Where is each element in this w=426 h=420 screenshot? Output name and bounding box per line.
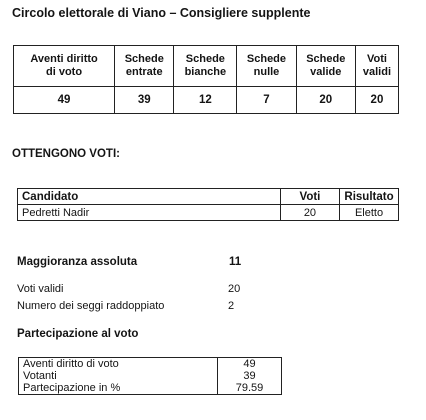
column-header-risultato: Risultato (340, 189, 399, 205)
summary-values-row (14, 87, 399, 114)
column-header-voti: Voti (280, 189, 339, 205)
maggioranza-label: Maggioranza assoluta (17, 256, 138, 268)
table-row (19, 382, 282, 395)
ottengono-voti-heading: OTTENGONO VOTI: (12, 148, 120, 160)
table-row (19, 358, 282, 371)
candidates-header-row (18, 189, 399, 205)
summary-header-label: Aventi diritto di voto (30, 53, 98, 78)
maggioranza-value: 11 (229, 256, 242, 268)
candidates-table (17, 188, 399, 221)
summary-header-cell (14, 46, 115, 87)
summary-value-cell: 20 (296, 87, 355, 114)
participation-label: Aventi diritto di voto (19, 358, 218, 371)
summary-value-cell: 7 (237, 87, 296, 114)
candidate-name: Pedretti Nadir (18, 205, 281, 221)
summary-header-cell (174, 46, 237, 87)
summary-header-label: Schede nulle (246, 53, 287, 78)
summary-value-cell: 20 (355, 87, 398, 114)
summary-header-cell (355, 46, 398, 87)
voti-validi-label: Voti validi (17, 283, 64, 295)
summary-header-label: Schede bianche (184, 53, 227, 78)
summary-header-cell (237, 46, 296, 87)
voti-validi-value: 20 (228, 283, 241, 295)
column-header-candidato: Candidato (18, 189, 281, 205)
summary-table (13, 45, 399, 114)
participation-label: Partecipazione in % (19, 382, 218, 395)
summary-header-cell (296, 46, 355, 87)
seggi-raddoppiato-value: 2 (228, 300, 235, 312)
summary-header-row (14, 46, 399, 87)
partecipazione-heading: Partecipazione al voto (17, 328, 139, 340)
table-row (19, 370, 282, 382)
summary-value-cell: 12 (174, 87, 237, 114)
participation-value: 39 (218, 370, 282, 382)
summary-header-label: Schede entrate (124, 53, 164, 78)
participation-value: 79.59 (218, 382, 282, 395)
summary-header-label: Schede valide (306, 53, 346, 78)
seggi-raddoppiato-label: Numero dei seggi raddoppiato (17, 300, 165, 312)
participation-value: 49 (218, 358, 282, 371)
page-title: Circolo elettorale di Viano – Consigliere supplente (12, 6, 311, 20)
participation-label: Votanti (19, 370, 218, 382)
participation-table (18, 357, 282, 395)
candidate-result: Eletto (340, 205, 399, 221)
summary-value-cell: 39 (115, 87, 174, 114)
table-row (18, 205, 399, 221)
summary-header-cell (115, 46, 174, 87)
summary-value-cell: 49 (14, 87, 115, 114)
candidate-votes: 20 (280, 205, 339, 221)
summary-header-label: Voti validi (362, 53, 392, 78)
